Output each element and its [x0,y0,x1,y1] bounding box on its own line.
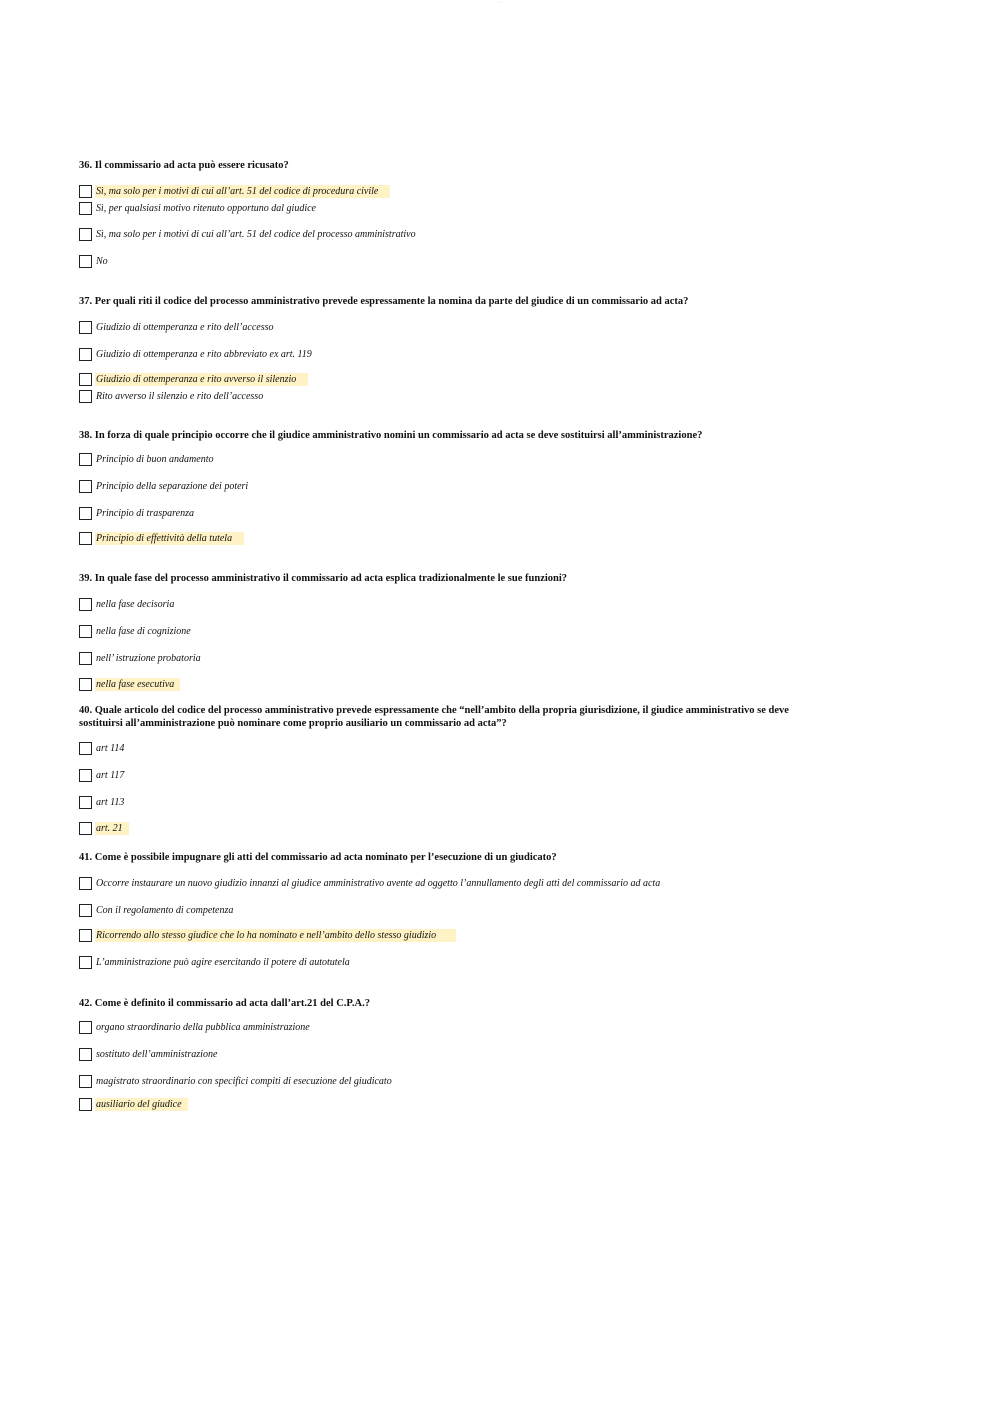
checkbox[interactable] [79,321,92,334]
checkbox[interactable] [79,185,92,198]
answer-option[interactable] [79,955,362,970]
checkbox[interactable] [79,625,92,638]
answer-text-highlighted: Ricorrendo allo stesso giudice che lo ha nominato e nell’ambito dello stesso giudizio [95,929,456,942]
answer-option[interactable] [79,597,186,612]
checkbox[interactable] [79,652,92,665]
answer-option[interactable] [79,506,206,521]
checkbox[interactable] [79,929,92,942]
answer-option[interactable] [79,531,244,546]
answer-option[interactable] [79,254,120,269]
answer-option[interactable] [79,389,275,404]
answer-text-highlighted: Principio di effettività della tutela [95,532,244,545]
checkbox[interactable] [79,1048,92,1061]
checkbox[interactable] [79,1098,92,1111]
answer-text: magistrato straordinario con specifici compiti di esecuzione del giudicato [96,1076,392,1087]
checkbox[interactable] [79,390,92,403]
checkbox[interactable] [79,202,92,215]
answer-text: art 117 [96,770,125,781]
answer-option[interactable] [79,768,136,783]
answer-text: nell’ istruzione probatoria [96,653,201,664]
checkbox[interactable] [79,507,92,520]
answer-option[interactable] [79,741,136,756]
answer-option[interactable] [79,1047,229,1062]
question-41: 41. Come è possibile impugnare gli atti del commissario ad acta nominato per l’esecuzione di un giudicato? [79,852,557,863]
answer-option[interactable] [79,372,308,387]
question-40-line2: sostituirsi all’amministrazione può nominare come proprio ausiliario un commissario ad acta”? [79,718,507,729]
checkbox[interactable] [79,678,92,691]
checkbox[interactable] [79,822,92,835]
answer-text: nella fase decisoria [96,599,175,610]
question-42: 42. Come è definito il commissario ad acta dall’art.21 del C.P.A.? [79,998,370,1009]
answer-text: Principio di trasparenza [96,508,194,519]
answer-option[interactable] [79,651,213,666]
answer-option[interactable] [79,876,672,891]
answer-text: Principio della separazione dei poteri [96,481,249,492]
checkbox[interactable] [79,742,92,755]
answer-option[interactable] [79,347,324,362]
checkbox[interactable] [79,1075,92,1088]
answer-option[interactable] [79,821,129,836]
question-37: 37. Per quali riti il codice del processo amministrativo prevede espressamente la nomina da parte del giudice di un commissario ad acta? [79,296,689,307]
answer-option[interactable] [79,928,456,943]
answer-text: Rito avverso il silenzio e rito dell’accesso [96,391,264,402]
question-38: 38. In forza di quale principio occorre che il giudice amministrativo nomini un commissario ad acta se deve sostituirsi all’amministrazione? [79,430,703,441]
page-header-mark: ···· [497,0,503,5]
answer-option[interactable] [79,1097,188,1112]
answer-text-highlighted: ausiliario del giudice [95,1098,188,1111]
answer-option[interactable] [79,201,328,216]
checkbox[interactable] [79,480,92,493]
checkbox[interactable] [79,255,92,268]
answer-text-highlighted: art. 21 [95,822,129,835]
answer-text: organo straordinario della pubblica amministrazione [96,1022,310,1033]
answer-text: nella fase di cognizione [96,626,191,637]
answer-text: Giudizio di ottemperanza e rito dell’accesso [96,322,274,333]
answer-text: sostituto dell’amministrazione [96,1049,218,1060]
checkbox[interactable] [79,904,92,917]
answer-text: art 113 [96,797,125,808]
question-40 [79,704,879,730]
answer-option[interactable] [79,624,203,639]
checkbox[interactable] [79,769,92,782]
checkbox[interactable] [79,453,92,466]
answer-option[interactable] [79,184,390,199]
answer-option[interactable] [79,1074,404,1089]
answer-text-highlighted: nella fase esecutiva [95,678,180,691]
checkbox[interactable] [79,598,92,611]
checkbox[interactable] [79,796,92,809]
answer-option[interactable] [79,1020,322,1035]
question-39: 39. In quale fase del processo amministrativo il commissario ad acta esplica tradizionalmente le sue funzioni? [79,573,568,584]
answer-text-highlighted: Sì, ma solo per i motivi di cui all’art. 51 del codice di procedura civile [95,185,390,198]
checkbox[interactable] [79,877,92,890]
checkbox[interactable] [79,956,92,969]
question-36: 36. Il commissario ad acta può essere ricusato? [79,160,289,171]
answer-option[interactable] [79,320,285,335]
answer-text: Giudizio di ottemperanza e rito abbreviato ex art. 119 [96,349,312,360]
checkbox[interactable] [79,1021,92,1034]
answer-text: No [96,256,108,267]
checkbox[interactable] [79,228,92,241]
answer-text: Sì, per qualsiasi motivo ritenuto opportuno dal giudice [96,203,316,214]
answer-text-highlighted: Giudizio di ottemperanza e rito avverso il silenzio [95,373,308,386]
answer-text: Con il regolamento di competenza [96,905,234,916]
answer-text: Sì, ma solo per i motivi di cui all’art. 51 del codice del processo amministrativo [96,229,416,240]
answer-text: Occorre instaurare un nuovo giudizio innanzi al giudice amministrativo avente ad oggetto l’annullamento degli atti del commissario ad acta [96,878,661,889]
answer-text: L’amministrazione può agire esercitando il potere di autotutela [96,957,350,968]
question-40-line1: 40. Quale articolo del codice del processo amministrativo prevede espressamente che “nell’ambito della propria giurisdizione, il giudice amministrativo se deve [79,705,789,716]
answer-option[interactable] [79,452,226,467]
answer-text: Principio di buon andamento [96,454,214,465]
answer-option[interactable] [79,227,428,242]
answer-option[interactable] [79,903,245,918]
checkbox[interactable] [79,348,92,361]
answer-option[interactable] [79,677,180,692]
answer-text: art 114 [96,743,125,754]
checkbox[interactable] [79,532,92,545]
checkbox[interactable] [79,373,92,386]
answer-option[interactable] [79,479,260,494]
answer-option[interactable] [79,795,136,810]
